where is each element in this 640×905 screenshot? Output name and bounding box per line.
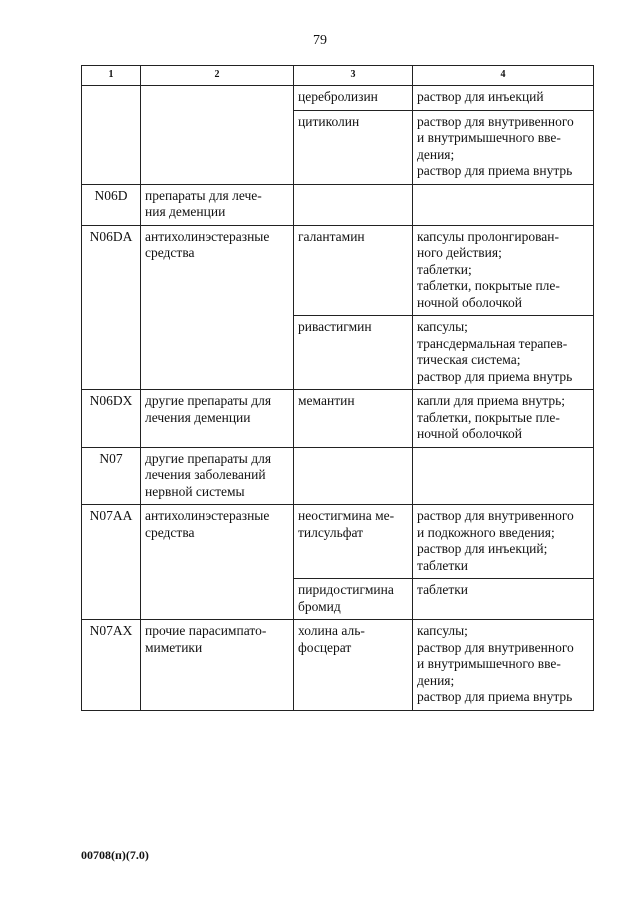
atc-code-cell: N06D (82, 184, 141, 225)
dosage-form-cell: раствор для внутривенного и подкожного введения; раствор для инъекций; таблетки (413, 505, 594, 579)
group-cell: другие препараты для лечения заболеваний нервной системы (141, 447, 294, 505)
drug-name-cell: цитиколин (294, 110, 413, 184)
drug-name-cell (294, 447, 413, 505)
drug-name-cell: ривастигмин (294, 316, 413, 390)
drug-name-cell: галантамин (294, 225, 413, 316)
table-row (82, 620, 594, 711)
atc-code-cell: N07 (82, 447, 141, 505)
dosage-form-cell (413, 447, 594, 505)
table-row (82, 86, 594, 111)
table-row (82, 390, 594, 448)
drug-name-cell: холина аль- фосцерат (294, 620, 413, 711)
column-header: 3 (294, 66, 413, 86)
page-number: 79 (313, 33, 327, 48)
table-row (82, 505, 594, 579)
atc-code-cell: N07AA (82, 505, 141, 620)
drug-name-cell (294, 184, 413, 225)
drug-table (81, 65, 594, 711)
group-cell: препараты для лече- ния деменции (141, 184, 294, 225)
drug-name-cell: пиридостигмина бромид (294, 579, 413, 620)
group-cell (141, 86, 294, 185)
table-row (82, 225, 594, 316)
table-row (82, 447, 594, 505)
column-header: 4 (413, 66, 594, 86)
table-row (82, 184, 594, 225)
drug-name-cell: церебролизин (294, 86, 413, 111)
dosage-form-cell: таблетки (413, 579, 594, 620)
drug-name-cell: неостигмина ме- тилсульфат (294, 505, 413, 579)
group-cell: другие препараты для лечения деменции (141, 390, 294, 448)
atc-code-cell: N07AX (82, 620, 141, 711)
drug-name-cell: мемантин (294, 390, 413, 448)
dosage-form-cell: капсулы; трансдермальная терапев- тическая система; раствор для приема внутрь (413, 316, 594, 390)
dosage-form-cell: капсулы; раствор для внутривенного и внутримышечного вве- дения; раствор для приема внутрь (413, 620, 594, 711)
group-cell: антихолинэстеразные средства (141, 505, 294, 620)
column-header: 1 (82, 66, 141, 86)
group-cell: прочие парасимпато- миметики (141, 620, 294, 711)
table-header-row (82, 66, 594, 86)
dosage-form-cell: раствор для внутривенного и внутримышечного вве- дения; раствор для приема внутрь (413, 110, 594, 184)
column-header: 2 (141, 66, 294, 86)
dosage-form-cell (413, 184, 594, 225)
group-cell: антихолинэстеразные средства (141, 225, 294, 390)
atc-code-cell (82, 86, 141, 185)
document-footer-code: 00708(п)(7.0) (81, 848, 149, 862)
atc-code-cell: N06DA (82, 225, 141, 390)
dosage-form-cell: капли для приема внутрь; таблетки, покрытые пле- ночной оболочкой (413, 390, 594, 448)
atc-code-cell: N06DX (82, 390, 141, 448)
dosage-form-cell: раствор для инъекций (413, 86, 594, 111)
dosage-form-cell: капсулы пролонгирован- ного действия; таблетки; таблетки, покрытые пле- ночной оболочкой (413, 225, 594, 316)
